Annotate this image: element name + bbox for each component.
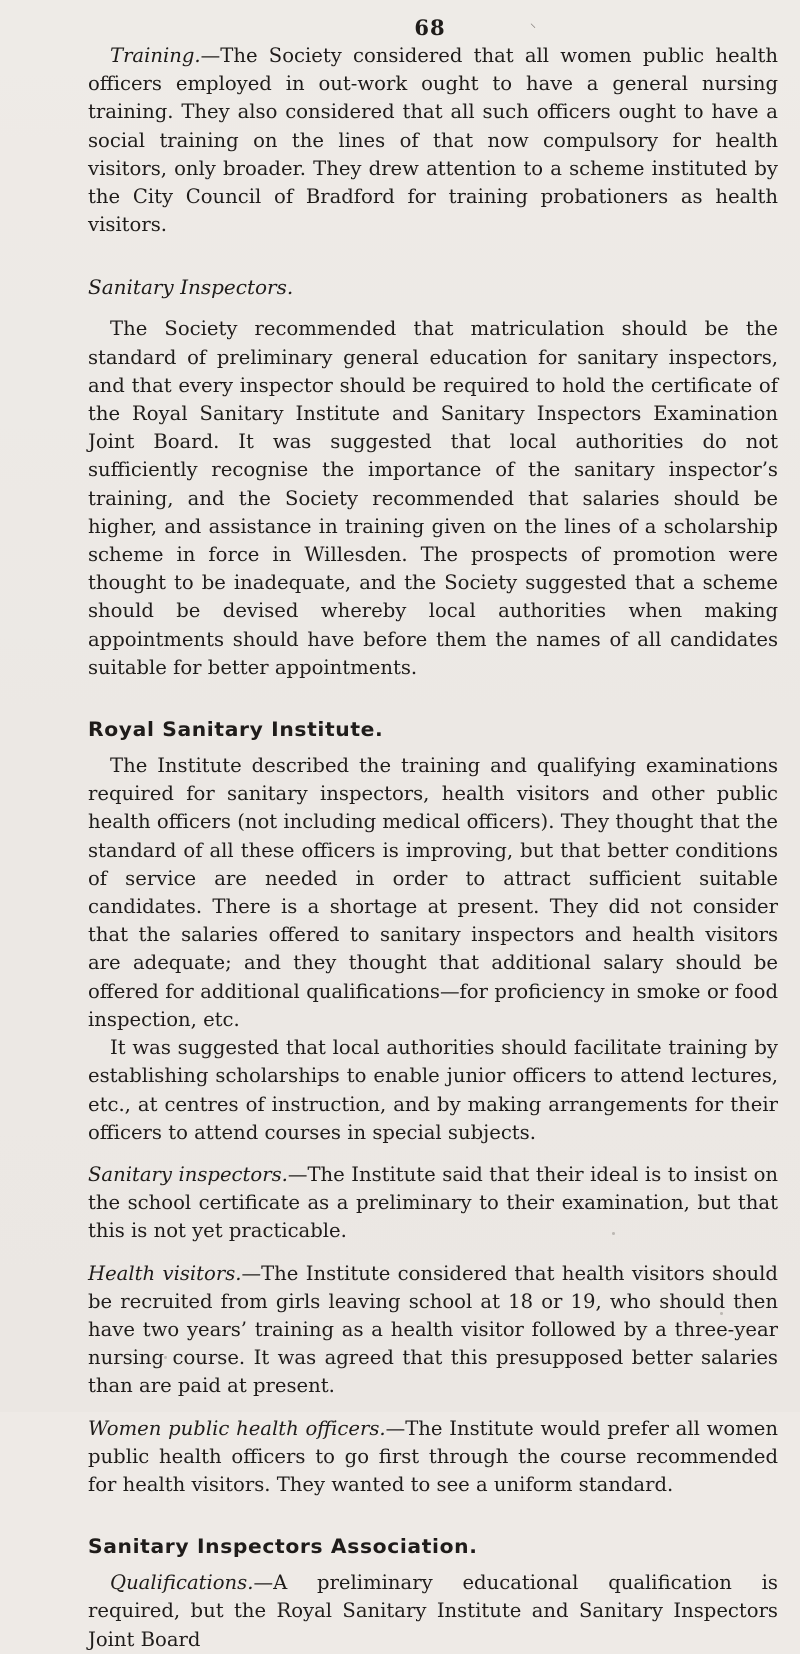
rsi-women-officers-paragraph xyxy=(88,1415,778,1500)
sia-qual-body: —A preliminary educational qualification is required, but the Royal Sanitary Institute and Sanitary Inspectors Joint Board xyxy=(88,1571,778,1651)
page-content xyxy=(88,14,778,1654)
rsi-women-lead: Women public health officers. xyxy=(88,1416,386,1440)
rsi-paragraph-2: It was suggested that local authorities should facilitate training by establishing scholarships to enable junior officers to attend lectures, etc., at centres of instruction, and by making arrangements for their officers to attend courses in special subjects. xyxy=(88,1036,778,1144)
rsi-women-body: —The Institute would prefer all women public health officers to go first through the course recommended for health visitors. They wanted to see a uniform standard. xyxy=(88,1416,778,1496)
page-number: 68 xyxy=(414,15,446,40)
rsi-health-visitors-paragraph xyxy=(88,1260,778,1401)
sanitary-inspectors-heading: Sanitary Inspectors. xyxy=(88,275,294,300)
royal-sanitary-institute-heading: Royal Sanitary Institute. xyxy=(88,718,384,742)
sanitary-inspectors-paragraph: The Society recommended that matriculation should be the standard of preliminary general education for sanitary inspectors, and that every inspector should be required to hold the certificate of the Royal Sanitary Institute and Sanitary Inspectors Examination Joint Board. It was suggested that local authorities do not sufficiently recognise the importance of the sanitary inspector’s training, and the Society recommended that salaries should be higher, and assistance in training given on the lines of a scholarship scheme in force in Willesden. The prospects of promotion were thought to be inadequate, and the Society suggested that a scheme should be devised whereby local authorities when making appointments should have before them the names of all candidates suitable for better appointments. xyxy=(88,317,778,679)
training-paragraph xyxy=(88,42,778,239)
rsi-sanitary-lead: Sanitary inspectors. xyxy=(88,1162,288,1186)
sanitary-inspectors-association-heading: Sanitary Inspectors Association. xyxy=(88,1535,478,1559)
rsi-sanitary-inspectors-paragraph xyxy=(88,1161,778,1246)
training-body: —The Society considered that all women public health officers employed in out-work ought to have a general nursing training. They also considered that all such officers ought to have a social training on the lines of that now compulsory for health visitors, only broader. They drew attention to a scheme instituted by the City Council of Bradford for training probationers as health visitors. xyxy=(88,44,778,237)
sia-qual-lead: Qualifications. xyxy=(110,1571,254,1595)
rsi-health-body: —The Institute considered that health visitors should be recruited from girls leaving school at 18 or 19, who should then have two years’ training as a health visitor followed by a three-year nursing course. It was agreed that this presupposed better salaries than are paid at present. xyxy=(88,1261,778,1398)
training-lead: Training. xyxy=(110,44,201,67)
rsi-sanitary-body: —The Institute said that their ideal is to insist on the school certificate as a preliminary to their examination, but that this is not yet practicable. xyxy=(88,1162,778,1243)
rsi-health-lead: Health visitors. xyxy=(88,1261,242,1285)
sia-qualifications-paragraph xyxy=(88,1569,778,1654)
rsi-paragraph-1: The Institute described the training and qualifying examinations required for sanitary inspectors, health visitors and other public health officers (not including medical officers). They thought that the standard of all these officers is improving, but that better conditions of service are needed in order to attract sufficient suitable candidates. There is a shortage at present. They did not consider that the salaries offered to sanitary inspectors and health visitors are adequate; and they thought that additional salary should be offered for additional qualifications—for proficiency in smoke or food inspection, etc. xyxy=(88,754,778,1031)
printer-mark-icon: ⸜ xyxy=(530,16,537,30)
